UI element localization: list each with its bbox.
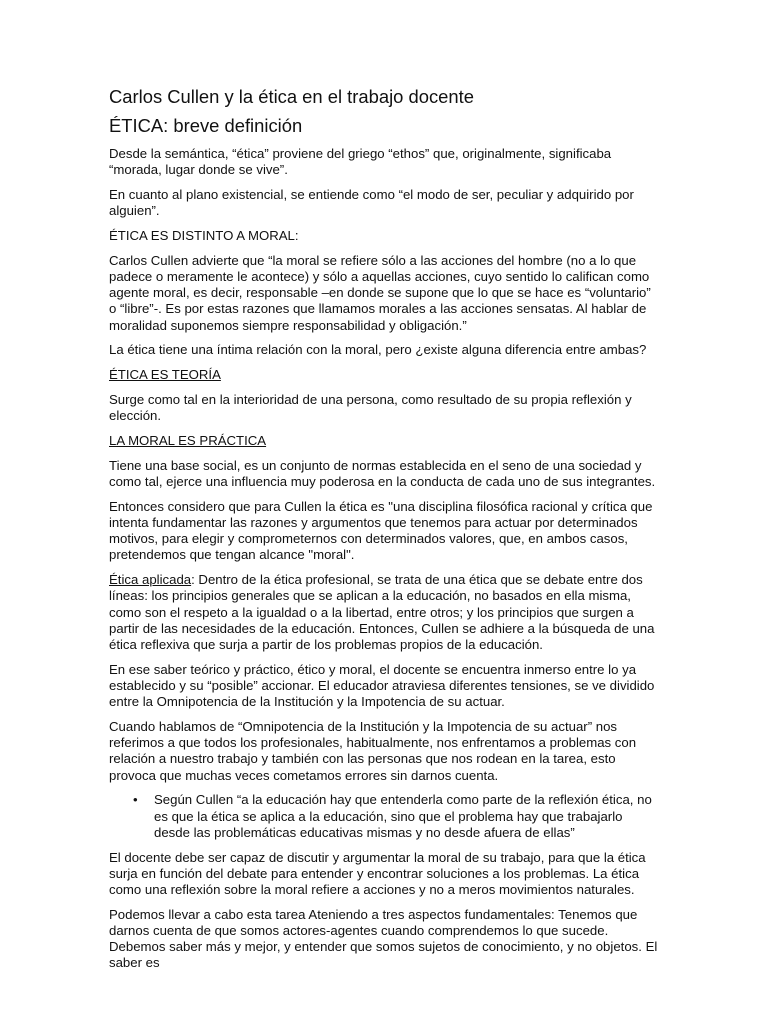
paragraph-docente-debate: El docente debe ser capaz de discutir y argumentar la moral de su trabajo, para que la ética surja en función del debate para entender y encontrar soluciones a los problemas. La ética como una reflexión sobre la moral refiere a acciones y no a meros movimientos naturales. [109, 849, 646, 898]
etica-aplicada-label: Ética aplicada [109, 572, 192, 588]
paragraph-existencial: En cuanto al plano existencial, se entiende como “el modo de ser, peculiar y adquirido por alguien”. [109, 187, 634, 219]
section-title-etica: ÉTICA: breve definición [109, 115, 303, 136]
document-page [109, 86, 661, 980]
paragraph-etica-aplicada [109, 572, 661, 653]
paragraph-disciplina: Entonces considero que para Cullen la ética es "una disciplina filosófica racional y crítica que intenta fundamentar las razones y argumentos que tenemos para actuar por determinados motivos, para elegir y comprometernos con determinados valores, que, en ambos casos, pretendemos que tengan alcance "moral". [109, 498, 653, 563]
list-item [109, 792, 661, 841]
bullet-text: Según Cullen “a la educación hay que entenderla como parte de la reflexión ética, no es que la ética se aplica a la educación, sino que el problema hay que trabajarlo desde las problemáticas educativas mismas y no desde afuera de ellas” [154, 792, 652, 840]
etica-aplicada-text: : Dentro de la ética profesional, se trata de una ética que se debate entre dos líneas: los principios generales que se aplican a la educación, no basados en ella misma, como son el respeto a la igualdad o a la libertad, entre otros; y los principios que surgen a partir de las necesidades de la educación. Entonces, Cullen se adhiere a la búsqueda de una ética reflexiva que surja a partir de los problemas propios de la educación. [109, 572, 655, 653]
bullet-list [109, 792, 661, 841]
paragraph-semantica: Desde la semántica, “ética” proviene del griego “ethos” que, originalmente, significaba “morada, lugar donde se vive”. [109, 146, 612, 178]
paragraph-cullen-moral: Carlos Cullen advierte que “la moral se refiere sólo a las acciones del hombre (no a lo que padece o meramente le acontece) y sólo a aquellas acciones, cuyo sentido lo califican como agente moral, es decir, responsable –en donde se supone que lo que se hace es “voluntario” o “libre”-. Es por estas razones que llamamos morales a las acciones sensatas. Al hablar de moralidad suponemos siempre responsabilidad y obligación.” [109, 252, 651, 333]
paragraph-relacion: La ética tiene una íntima relación con la moral, pero ¿existe alguna diferencia entre ambas? [109, 342, 647, 358]
paragraph-omnipotencia: Cuando hablamos de “Omnipotencia de la Institución y la Impotencia de su actuar” nos referimos a que todos los profesionales, habitualmente, nos enfrentamos a problemas con relación a nuestro trabajo y también con las personas que nos rodean en la tarea, esto provoca que muchas veces cometamos errores sin darnos cuenta. [109, 719, 637, 783]
document-title: Carlos Cullen y la ética en el trabajo docente [109, 86, 474, 107]
heading-etica-teoria: ÉTICA ES TEORÍA [109, 367, 221, 383]
heading-etica-distinto-moral: ÉTICA ES DISTINTO A MORAL: [109, 228, 299, 243]
paragraph-saber-teorico: En ese saber teórico y práctico, ético y moral, el docente se encuentra inmerso entre lo ya establecido y su “posible” accionar. El educador atraviesa diferentes tensiones, se ve dividido entre la Omnipotencia de la Institución y la Impotencia de su actuar. [109, 661, 655, 710]
paragraph-interioridad: Surge como tal en la interioridad de una persona, como resultado de su propia reflexión y elección. [109, 392, 632, 424]
heading-moral-practica: LA MORAL ES PRÁCTICA [109, 433, 267, 448]
bullet-icon: • [133, 792, 138, 808]
paragraph-base-social: Tiene una base social, es un conjunto de normas establecida en el seno de una sociedad y como tal, ejerce una influencia muy poderosa en la conducta de cada uno de sus integrantes. [109, 457, 656, 489]
paragraph-tres-aspectos: Podemos llevar a cabo esta tarea Ateniendo a tres aspectos fundamentales: Tenemos que darnos cuenta de que somos actores-agentes cuando comprendemos lo que sucede. Debemos saber más y mejor, y entender que somos sujetos de conocimiento, y no objetos. El saber es [109, 906, 658, 971]
